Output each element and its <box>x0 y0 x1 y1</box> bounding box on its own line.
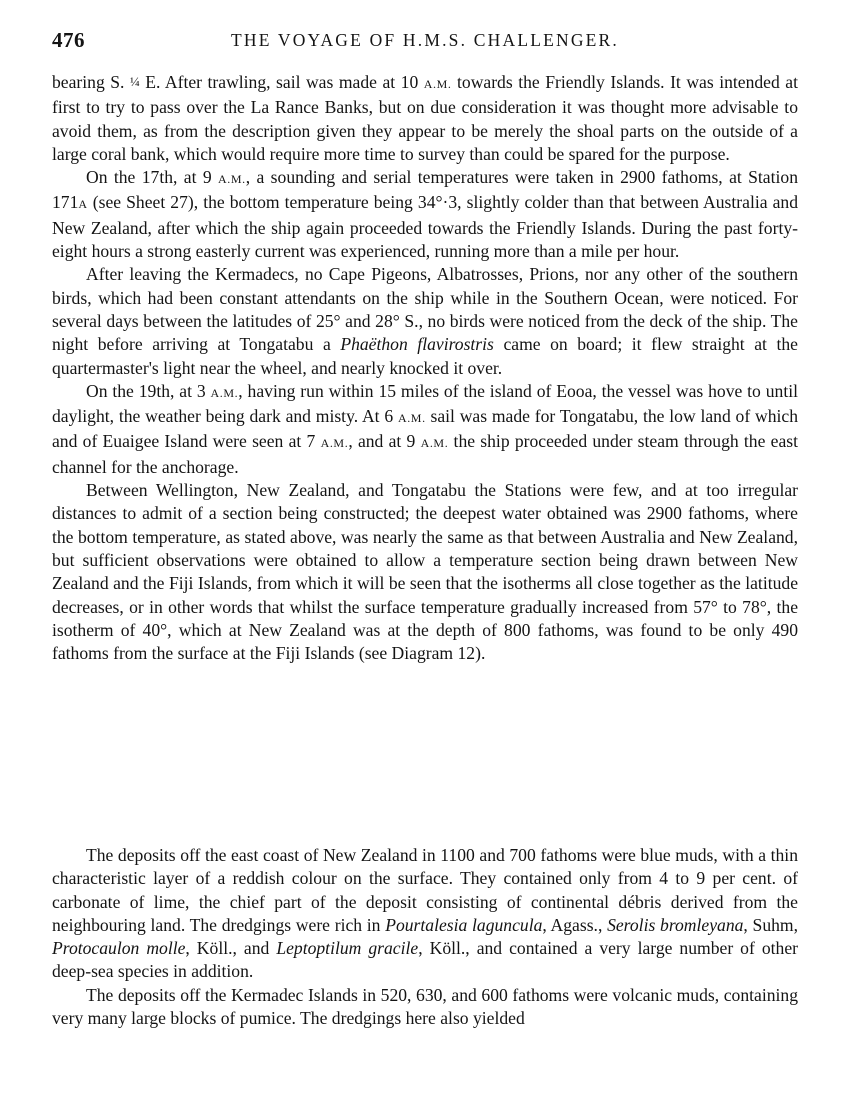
text-run: On the 17th, at 9 <box>86 167 218 188</box>
text-run: , Agass., <box>542 914 608 935</box>
text-run: After leaving the Kermadecs, no Cape Pigeons, Albatrosses, Prions, nor any other of the southern birds, which had been constant attendants on the ship while in the Southern Ocean, were noticed. For several days between the latitudes of 25° and 28° S., no birds were noticed from the deck of the ship. The night before arriving at Tongatabu a <box>52 264 798 355</box>
page-number: 476 <box>52 28 85 52</box>
paragraph-trawling <box>52 70 798 166</box>
running-title: THE VOYAGE OF H.M.S. CHALLENGER. <box>231 30 619 50</box>
text-run: the ship proceeded under steam through the east channel for the anchorage. <box>52 431 798 477</box>
time-abbrev: A.M. <box>210 385 239 400</box>
paragraph-sounding <box>52 166 798 263</box>
species-name: Phaëthon flavirostris <box>340 334 494 355</box>
species-name: Serolis bromleyana <box>607 914 744 935</box>
text-run: sail was made for Tongatabu, the low land of which and of Euaigee Island were seen at 7 <box>52 406 798 452</box>
time-abbrev: A.M. <box>420 436 449 451</box>
station-suffix: A <box>78 197 88 212</box>
text-run: , a sounding and serial temperatures were taken in 2900 fathoms, at Station 171 <box>52 167 798 213</box>
paragraph-birds <box>52 263 798 379</box>
time-abbrev: A.M. <box>397 411 426 426</box>
species-name: Pourtalesia laguncula <box>385 914 543 935</box>
paragraph-temperature-section: Between Wellington, New Zealand, and Tongatabu the Stations were few, and at too irregular distances to admit of a section being constructed; the deepest water obtained was 2900 fathoms, where the bottom temperature, as stated above, was nearly the same as that between Australia and New Zealand, but sufficient observations were obtained to allow a temperature section being drawn between New Zealand and the Fiji Islands, from which it will be seen that the isotherms all close together as the latitude decreases, or in other words that whilst the surface temperature gradually increased from 57° to 78°, the isotherm of 40°, which at New Zealand was at the depth of 800 fathoms, was found to be only 490 fathoms from the surface at the Fiji Islands (see Diagram 12). <box>52 480 798 664</box>
text-run: came on board; it flew straight at the quartermaster's light near the wheel, and nearly knocked it over. <box>52 334 798 378</box>
text-run: E. After trawling, sail was made at 10 <box>139 72 424 92</box>
paragraph-arrival <box>52 380 798 479</box>
time-abbrev: A.M. <box>320 436 349 451</box>
species-name: Leptoptilum gracile <box>276 938 419 959</box>
time-abbrev: A.M. <box>423 77 452 91</box>
time-abbrev: A.M. <box>218 172 246 187</box>
text-run: , Köll., and <box>185 938 277 959</box>
text-run: bearing S. <box>52 72 130 92</box>
text-run: , having run within 15 miles of the island of Eooa, the vessel was hove to until daylight, the weather being dark and misty. At 6 <box>52 380 798 427</box>
text-run: The deposits off the east coast of New Zealand in 1100 and 700 fathoms were blue muds, with a thin characteristic layer of a reddish colour on the surface. They contained only from 4 to 9 per cent. of carbonate of lime, the chief part of the deposit consisting of continental débris derived from the neighbouring land. The dredgings were rich in <box>52 845 798 935</box>
paragraph-deposits-kermadec: The deposits off the Kermadec Islands in 520, 630, and 600 fathoms were volcanic muds, containing very many large blocks of pumice. The dredgings here also yielded <box>52 984 798 1029</box>
fraction: ¼ <box>129 74 140 89</box>
text-run: (see Sheet 27), the bottom temperature being 34°·3, slightly colder than that between Australia and New Zealand, after which the ship again proceeded towards the Friendly Islands. During the past forty-eight hours a strong easterly current was experienced, running more than a mile per hour. <box>52 192 798 262</box>
text-section-voyage <box>52 70 798 665</box>
text-section-deposits <box>52 844 798 1030</box>
text-run: , Suhm, <box>743 914 799 935</box>
paragraph-deposits-new-zealand <box>52 844 798 984</box>
text-run: On the 19th, at 3 <box>86 380 211 401</box>
species-name: Protocaulon molle <box>52 938 186 959</box>
text-run: , and at 9 <box>348 431 421 452</box>
text-run: , Köll., and contained a very large number of other deep-sea species in addition. <box>52 938 798 982</box>
text-run: towards the Friendly Islands. It was intended at first to try to pass over the La Rance Banks, but on due consideration it was thought more advisable to avoid them, as from the description given they appear to be merely the shoal parts on the outside of a large coral bank, which would require more time to survey than could be spared for the purpose. <box>52 72 798 164</box>
